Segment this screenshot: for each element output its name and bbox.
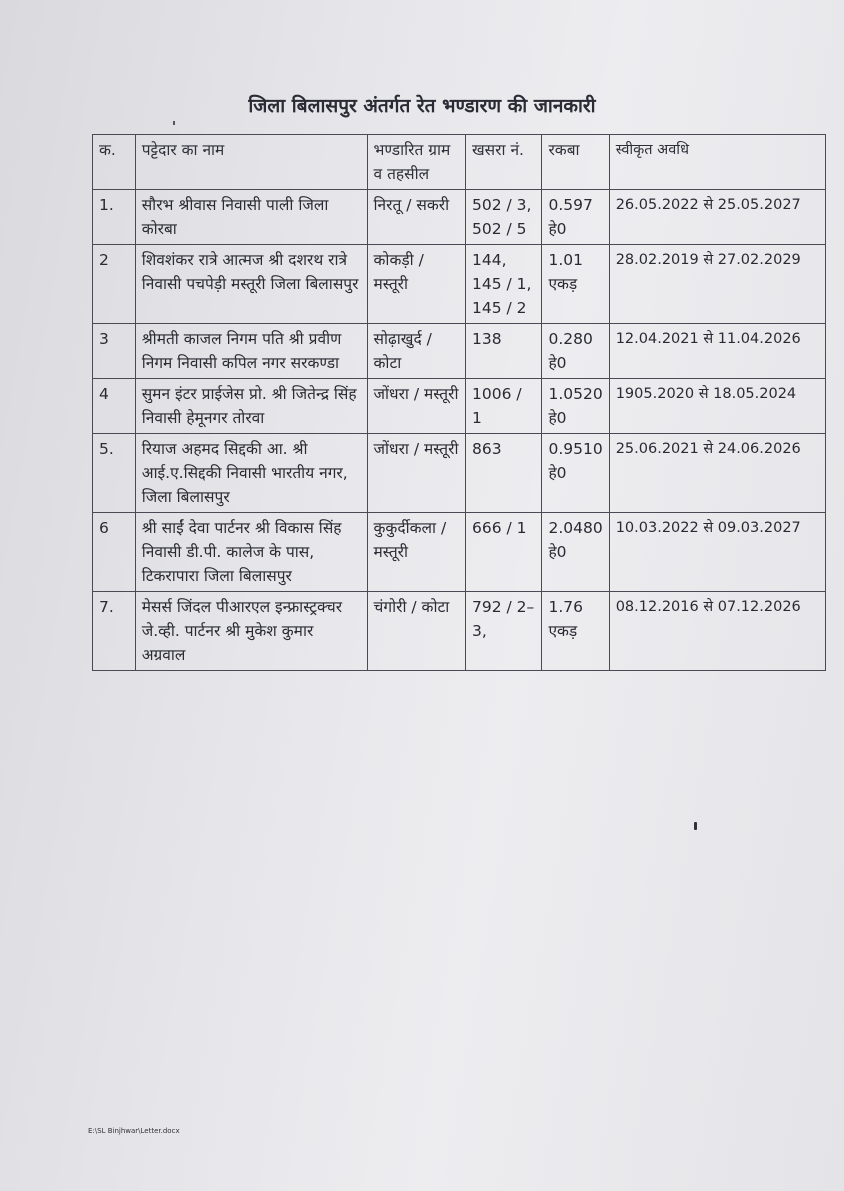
- cell-serial: 4: [93, 379, 136, 434]
- cell-khasra: 1006 / 1: [466, 379, 542, 434]
- cell-khasra: 144, 145 / 1, 145 / 2: [466, 245, 542, 324]
- cell-name: श्री साईं देवा पार्टनर श्री विकास सिंह निवासी डी.पी. कालेज के पास, टिकरापारा जिला बिलासपुर: [135, 513, 367, 592]
- header-serial: क.: [93, 135, 136, 190]
- cell-village: कुकुर्दीकला / मस्तूरी: [367, 513, 465, 592]
- cell-khasra: 863: [466, 434, 542, 513]
- header-approved-period: स्वीकृत अवधि: [609, 135, 825, 190]
- table-row: [93, 324, 826, 379]
- cell-village: जोंधरा / मस्तूरी: [367, 379, 465, 434]
- cell-rakba: 2.0480 हे0: [542, 513, 609, 592]
- cell-village: कोकड़ी / मस्तूरी: [367, 245, 465, 324]
- table-row: [93, 592, 826, 671]
- cell-village: चंगोरी / कोटा: [367, 592, 465, 671]
- cell-period: 10.03.2022 से 09.03.2027: [609, 513, 825, 592]
- cell-serial: 6: [93, 513, 136, 592]
- cell-serial: 3: [93, 324, 136, 379]
- ink-speck: [173, 121, 175, 125]
- cell-rakba: 0.280 हे0: [542, 324, 609, 379]
- cell-period: 28.02.2019 से 27.02.2029: [609, 245, 825, 324]
- header-village-tehsil: भण्डारित ग्राम व तहसील: [367, 135, 465, 190]
- cell-khasra: 502 / 3, 502 / 5: [466, 190, 542, 245]
- cell-rakba: 1.01 एकड़: [542, 245, 609, 324]
- cell-name: मेसर्स जिंदल पीआरएल इन्फ्रास्ट्रक्चर जे.व्ही. पार्टनर श्री मुकेश कुमार अग्रवाल: [135, 592, 367, 671]
- cell-name: शिवशंकर रात्रे आत्मज श्री दशरथ रात्रे निवासी पचपेड़ी मस्तूरी जिला बिलासपुर: [135, 245, 367, 324]
- cell-khasra: 666 / 1: [466, 513, 542, 592]
- table-row: [93, 513, 826, 592]
- cell-village: जोंधरा / मस्तूरी: [367, 434, 465, 513]
- cell-period: 1905.2020 से 18.05.2024: [609, 379, 825, 434]
- header-khasra: खसरा नं.: [466, 135, 542, 190]
- table-header-row: [93, 135, 826, 190]
- cell-period: 12.04.2021 से 11.04.2026: [609, 324, 825, 379]
- ink-speck: [694, 822, 697, 830]
- sand-storage-table: [92, 134, 826, 671]
- cell-rakba: 1.76 एकड़: [542, 592, 609, 671]
- cell-khasra: 138: [466, 324, 542, 379]
- cell-serial: 7.: [93, 592, 136, 671]
- cell-name: रियाज अहमद सिद्दकी आ. श्री आई.ए.सिद्दकी निवासी भारतीय नगर, जिला बिलासपुर: [135, 434, 367, 513]
- cell-name: सौरभ श्रीवास निवासी पाली जिला कोरबा: [135, 190, 367, 245]
- cell-khasra: 792 / 2–3,: [466, 592, 542, 671]
- cell-serial: 2: [93, 245, 136, 324]
- table-row: [93, 190, 826, 245]
- table-row: [93, 245, 826, 324]
- cell-rakba: 1.0520 हे0: [542, 379, 609, 434]
- cell-village: निरतू / सकरी: [367, 190, 465, 245]
- file-path-footer: E:\SL Binjhwar\Letter.docx: [88, 1127, 180, 1135]
- cell-serial: 1.: [93, 190, 136, 245]
- cell-name: सुमन इंटर प्राईजेस प्रो. श्री जितेन्द्र सिंह निवासी हेमूनगर तोरवा: [135, 379, 367, 434]
- cell-name: श्रीमती काजल निगम पति श्री प्रवीण निगम निवासी कपिल नगर सरकण्डा: [135, 324, 367, 379]
- header-rakba: रकबा: [542, 135, 609, 190]
- header-lessee-name: पट्टेदार का नाम: [135, 135, 367, 190]
- document-title: जिला बिलासपुर अंतर्गत रेत भण्डारण की जानकारी: [248, 95, 596, 117]
- table-row: [93, 434, 826, 513]
- table-row: [93, 379, 826, 434]
- cell-rakba: 0.9510 हे0: [542, 434, 609, 513]
- cell-rakba: 0.597 हे0: [542, 190, 609, 245]
- cell-period: 08.12.2016 से 07.12.2026: [609, 592, 825, 671]
- cell-period: 26.05.2022 से 25.05.2027: [609, 190, 825, 245]
- cell-serial: 5.: [93, 434, 136, 513]
- cell-period: 25.06.2021 से 24.06.2026: [609, 434, 825, 513]
- cell-village: सोढ़ाखुर्द / कोटा: [367, 324, 465, 379]
